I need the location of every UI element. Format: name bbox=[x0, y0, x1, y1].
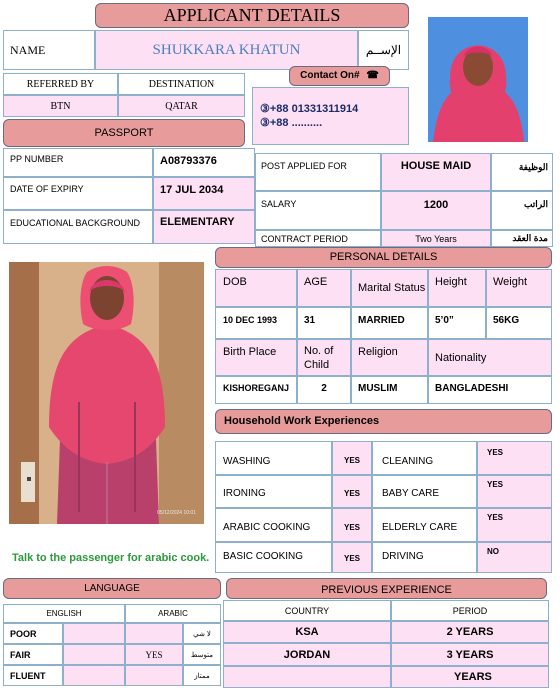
contact-phone-1: ③+88 01331311914 bbox=[260, 103, 359, 115]
contact-header bbox=[289, 66, 390, 86]
basic-cooking-label: BASIC COOKING bbox=[215, 542, 332, 573]
language-col-arabic: ARABIC bbox=[125, 604, 221, 623]
contract-label: CONTRACT PERIOD bbox=[255, 230, 381, 247]
salary-value: 1200 bbox=[381, 191, 491, 230]
birthplace-label: Birth Place bbox=[215, 339, 297, 376]
basic-cooking-value: YES bbox=[332, 542, 372, 573]
applicant-name: SHUKKARA KHATUN bbox=[95, 30, 358, 70]
fair-label: FAIR bbox=[3, 644, 63, 665]
cleaning-label: CLEANING bbox=[372, 441, 477, 475]
country-1: KSA bbox=[223, 621, 391, 643]
post-arabic: الوظيفة bbox=[491, 153, 553, 191]
name-arabic-label: الإســم bbox=[358, 30, 409, 70]
weight-label: Weight bbox=[486, 269, 552, 307]
birthplace-value: KISHOREGANJ bbox=[215, 376, 297, 404]
driving-label: DRIVING bbox=[372, 542, 477, 573]
fair-english bbox=[63, 644, 125, 665]
education-value: ELEMENTARY bbox=[153, 210, 255, 244]
fair-arabic-label: متوسط bbox=[183, 644, 221, 665]
pp-number-value: A08793376 bbox=[153, 148, 255, 177]
elderly-care-value: YES bbox=[477, 508, 552, 542]
salary-arabic: الراتب bbox=[491, 191, 553, 230]
washing-value: YES bbox=[332, 441, 372, 475]
arabic-cooking-label: ARABIC COOKING bbox=[215, 508, 332, 542]
salary-label: SALARY bbox=[255, 191, 381, 230]
photo-timestamp: 05/12/2024 10:01 bbox=[157, 510, 196, 516]
personal-header: PERSONAL DETAILS bbox=[215, 247, 552, 268]
dob-value: 10 DEC 1993 bbox=[215, 307, 297, 339]
destination-header: DESTINATION bbox=[118, 73, 245, 95]
expiry-value: 17 JUL 2034 bbox=[153, 177, 255, 210]
fluent-arabic bbox=[125, 665, 183, 686]
elderly-care-label: ELDERLY CARE bbox=[372, 508, 477, 542]
referred-by-header: REFERRED BY bbox=[3, 73, 118, 95]
driving-value: NO bbox=[477, 542, 552, 573]
marital-label: Marital Status bbox=[351, 269, 428, 307]
household-header: Household Work Experiences bbox=[215, 409, 552, 434]
religion-label: Religion bbox=[351, 339, 428, 376]
post-label: POST APPLIED FOR bbox=[255, 153, 381, 191]
applicant-photo-small bbox=[428, 17, 528, 142]
destination-value: QATAR bbox=[118, 95, 245, 117]
babycare-value: YES bbox=[477, 475, 552, 508]
age-label: AGE bbox=[297, 269, 351, 307]
country-3 bbox=[223, 666, 391, 688]
applicant-photo-full bbox=[9, 262, 204, 524]
phone-icon: ☎ bbox=[366, 70, 379, 81]
expiry-label: DATE OF EXPIRY bbox=[3, 177, 153, 210]
poor-arabic bbox=[125, 623, 183, 644]
height-label: Height bbox=[428, 269, 486, 307]
ironing-value: YES bbox=[332, 475, 372, 508]
referred-by-value: BTN bbox=[3, 95, 118, 117]
contact-phone-2: ③+88 .......... bbox=[260, 117, 323, 129]
contract-arabic: مدة العقد bbox=[491, 230, 553, 247]
page-title: APPLICANT DETAILS bbox=[95, 3, 409, 28]
children-label: No. of Child bbox=[297, 339, 351, 376]
period-3: YEARS bbox=[391, 666, 549, 688]
fair-arabic: YES bbox=[125, 644, 183, 665]
education-label: EDUCATIONAL BACKGROUND bbox=[3, 210, 153, 244]
language-col-english: ENGLISH bbox=[46, 609, 82, 618]
washing-label: WASHING bbox=[215, 441, 332, 475]
period-1: 2 YEARS bbox=[391, 621, 549, 643]
passport-header: PASSPORT bbox=[3, 119, 245, 147]
arabic-cooking-value: YES bbox=[332, 508, 372, 542]
weight-value: 56KG bbox=[486, 307, 552, 339]
country-2: JORDAN bbox=[223, 643, 391, 666]
marital-value: MARRIED bbox=[351, 307, 428, 339]
contact-header-label: Contact On# bbox=[300, 70, 360, 81]
poor-arabic-label: لا شي bbox=[183, 623, 221, 644]
ironing-label: IRONING bbox=[215, 475, 332, 508]
babycare-label: BABY CARE bbox=[372, 475, 477, 508]
fluent-label: FLUENT bbox=[3, 665, 63, 686]
language-header: LANGUAGE bbox=[3, 578, 221, 599]
fluent-arabic-label: ممتاز bbox=[183, 665, 221, 686]
fluent-english bbox=[63, 665, 125, 686]
name-label: NAME bbox=[3, 30, 95, 70]
nationality-value: BANGLADESHI bbox=[428, 376, 552, 404]
contract-value: Two Years bbox=[381, 230, 491, 247]
poor-label: POOR bbox=[3, 623, 63, 644]
religion-value: MUSLIM bbox=[351, 376, 428, 404]
note-text: Talk to the passenger for arabic cook. bbox=[12, 552, 210, 564]
dob-label: DOB bbox=[215, 269, 297, 307]
period-2: 3 YEARS bbox=[391, 643, 549, 666]
previous-header: PREVIOUS EXPERIENCE bbox=[226, 578, 547, 599]
pp-number-label: PP NUMBER bbox=[3, 148, 153, 177]
age-value: 31 bbox=[297, 307, 351, 339]
poor-english bbox=[63, 623, 125, 644]
contact-box bbox=[252, 87, 409, 145]
nationality-label: Nationality bbox=[428, 339, 552, 376]
children-value: 2 bbox=[297, 376, 351, 404]
post-value: HOUSE MAID bbox=[381, 153, 491, 191]
cleaning-value: YES bbox=[477, 441, 552, 475]
period-col: PERIOD bbox=[391, 600, 549, 621]
height-value: 5’0” bbox=[428, 307, 486, 339]
country-col: COUNTRY bbox=[223, 600, 391, 621]
